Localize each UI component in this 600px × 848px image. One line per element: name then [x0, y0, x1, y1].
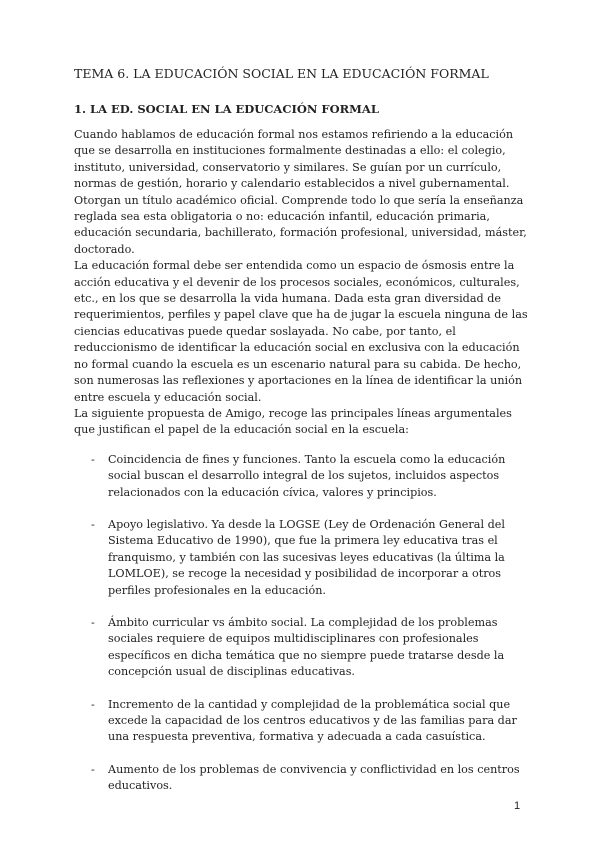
dash-marker: - [91, 517, 95, 531]
paragraph: Cuando hablamos de educación formal nos estamos refiriendo a la educación que se desarrolla en instituciones formalmente destinadas a ello: el colegio, instituto, universidad, conservatorio y similares. Se guían por un currículo, normas de gestión, horario y calendario establecidos a nivel gubernamental. Otorgan un título académico oficial. Comprende todo lo que sería la enseñanza reglada sea esta obligatoria o no: educación infantil, educación primaria, educación secundaria, bachillerato, formación profesional, universidad, máster, doctorado. [74, 128, 527, 256]
section-heading: 1. LA ED. SOCIAL EN LA EDUCACIÓN FORMAL [74, 102, 379, 116]
bullet-item [91, 517, 534, 599]
bullet-text: Ámbito curricular vs ámbito social. La complejidad de los problemas sociales requiere de equipos multidisciplinares con profesionales específicos en dicha temática que no siempre puede tratarse desde la concepción usual de disciplinas educativas. [108, 615, 505, 679]
document-title: TEMA 6. LA EDUCACIÓN SOCIAL EN LA EDUCACIÓN FORMAL [74, 66, 489, 81]
dash-marker: - [91, 697, 95, 711]
bullet-text: Aumento de los problemas de convivencia y conflictividad en los centros educativos. [108, 762, 520, 793]
document-page [74, 66, 534, 811]
dash-marker: - [91, 615, 95, 629]
bullet-text: Incremento de la cantidad y complejidad de la problemática social que excede la capacidad de los centros educativos y de las familias para dar una respuesta preventiva, formativa y adecuada a cada casuística. [108, 697, 517, 744]
bullet-list [74, 452, 534, 795]
page-number: 1 [514, 800, 521, 812]
dash-marker: - [91, 762, 95, 776]
bullet-text: Apoyo legislativo. Ya desde la LOGSE (Ley de Ordenación General del Sistema Educativo de 1990), que fue la primera ley educativa tras el franquismo, y también con las sucesivas leyes educativas (la última la LOMLOE), se recoge la necesidad y posibilidad de incorporar a otros perfiles profesionales en la educación. [108, 517, 505, 597]
bullet-text: Coincidencia de fines y funciones. Tanto la escuela como la educación social buscan el desarrollo integral de los sujetos, incluidos aspectos relacionados con la educación cívica, valores y principios. [108, 452, 506, 499]
bullet-item [91, 762, 534, 795]
bullet-item [91, 697, 534, 746]
bullet-item [91, 615, 534, 681]
paragraph: La educación formal debe ser entendida como un espacio de ósmosis entre la acción educativa y el devenir de los procesos sociales, económicos, culturales, etc., en los que se desarrolla la vida humana. Dada esta gran diversidad de requerimientos, perfiles y papel clave que ha de jugar la escuela ninguna de las ciencias educativas puede quedar soslayada. No cabe, por tanto, el reduccionismo de identificar la educación social en exclusiva con la educación no formal cuando la escuela es un escenario natural para su cabida. De hecho, son numerosas las reflexiones y aportaciones en la línea de identificar la unión entre escuela y educación social. [74, 259, 528, 404]
dash-marker: - [91, 452, 95, 466]
bullet-item [91, 452, 534, 501]
paragraph: La siguiente propuesta de Amigo, recoge las principales líneas argumentales que justifican el papel de la educación social en la escuela: [74, 406, 512, 437]
